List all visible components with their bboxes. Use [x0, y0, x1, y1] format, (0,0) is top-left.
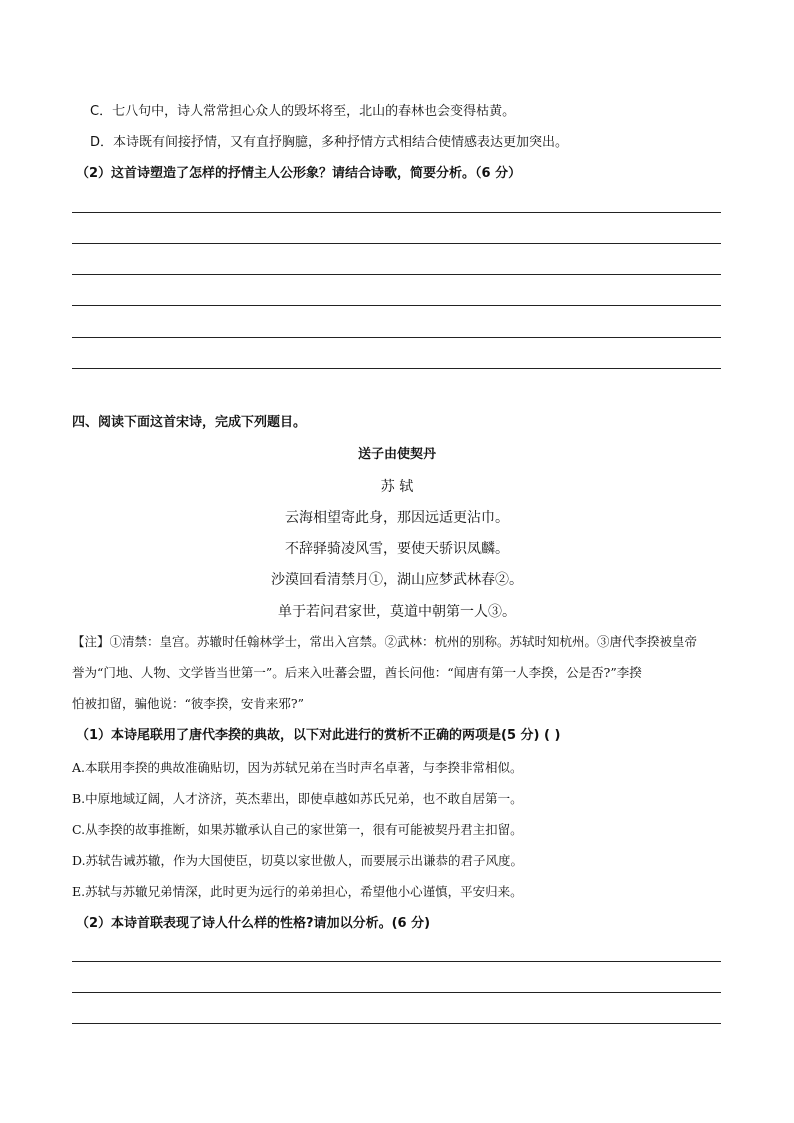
answer-line [72, 1023, 721, 1024]
option-a: A.本联用李揆的典故准确贴切，因为苏轼兄弟在当时声名卓著，与李揆非常相似。 [72, 760, 523, 775]
answer-line [72, 337, 721, 338]
poem-author: 苏 轼 [380, 479, 414, 495]
option-d: D.苏轼告诫苏辙，作为大国使臣，切莫以家世傲人，而要展示出谦恭的君子风度。 [72, 853, 524, 868]
option-c: C.从李揆的故事推断，如果苏辙承认自己的家世第一，很有可能被契丹君主扣留。 [72, 822, 523, 837]
question-3-2: （2）这首诗塑造了怎样的抒情主人公形象？请结合诗歌，简要分析。（6 分） [76, 166, 522, 181]
poem-line: 云海相望寄此身，那因远适更沾巾。 [285, 510, 509, 526]
poem-line: 沙漠回看清禁月①，湖山应梦武林春②。 [271, 572, 523, 588]
answer-line [72, 992, 721, 993]
poem-line: 单于若问君家世，莫道中朝第一人③。 [278, 604, 516, 620]
answer-line [72, 274, 721, 275]
poem-title: 送子由使契丹 [357, 447, 436, 462]
answer-line [72, 212, 721, 213]
option-b: B.中原地域辽阔，人才济济，英杰辈出，即使卓越如苏氏兄弟，也不敢自居第一。 [72, 791, 523, 806]
answer-line [72, 961, 721, 962]
note-line: 【注】①清禁：皇宫。苏辙时任翰林学士，常出入宫禁。②武林：杭州的别称。苏轼时知杭州。③唐代李揆被皇帝 [72, 634, 698, 649]
option-e: E.苏轼与苏辙兄弟情深，此时更为远行的弟弟担心，希望他小心谨慎，平安归来。 [72, 884, 523, 899]
note-line: 誉为“门地、人物、文学皆当世第一”。后来入吐蕃会盟，酋长问他：“闻唐有第一人李揆，公是否?”李揆 [72, 665, 642, 680]
option-c: C．七八句中，诗人常常担心众人的毁坏将至，北山的春林也会变得枯黄。 [90, 104, 516, 119]
answer-line [72, 368, 721, 369]
answer-line [72, 305, 721, 306]
poem-line: 不辞驿骑凌风雪，要使天骄识凤麟。 [285, 541, 509, 557]
question-4-1: （1）本诗尾联用了唐代李揆的典故，以下对此进行的赏析不正确的两项是(5 分) ( ) [76, 728, 561, 743]
question-4-2: （2）本诗首联表现了诗人什么样的性格?请加以分析。(6 分) [76, 916, 431, 931]
answer-line [72, 243, 721, 244]
note-line: 怕被扣留，骗他说：“彼李揆，安肯来邪?” [72, 696, 304, 711]
section-heading: 四、阅读下面这首宋诗，完成下列题目。 [72, 415, 307, 430]
option-d: D．本诗既有间接抒情，又有直抒胸臆，多种抒情方式相结合使情感表达更加突出。 [90, 135, 569, 150]
